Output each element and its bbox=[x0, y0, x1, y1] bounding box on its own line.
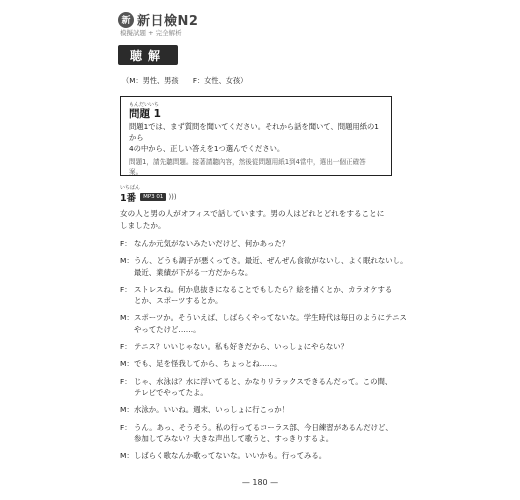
instruction-line: 4の中から、正しい答えを1つ選んでください。 bbox=[129, 144, 285, 153]
dialog-text: テニス？いいじゃない。私も好きだから、いっしょにやらない？ bbox=[134, 342, 349, 352]
dialog-text: しばらく歌なんか歌ってないな。いいかも。行ってみる。 bbox=[134, 451, 327, 461]
speaker-label: M： bbox=[120, 313, 134, 323]
dialog-line bbox=[120, 450, 410, 461]
instruction-note bbox=[129, 157, 383, 177]
dialog-line bbox=[120, 376, 410, 399]
dialog-line bbox=[120, 341, 410, 352]
dialog-line bbox=[120, 238, 410, 249]
dialog-line bbox=[120, 358, 410, 369]
book-subtitle: 模擬試題 + 完全解析 bbox=[120, 29, 182, 37]
logo-mark: 新 bbox=[118, 12, 134, 28]
speaker-label: F： bbox=[120, 239, 132, 248]
note-line: 案。 bbox=[129, 168, 143, 176]
speaker-label: F： bbox=[120, 376, 132, 386]
audio-track-badge: MP3 01 bbox=[140, 193, 166, 201]
dialog-line bbox=[120, 284, 410, 307]
dialog-line bbox=[120, 422, 410, 445]
dialog-text: うん、どうも調子が悪くってさ。最近、ぜんぜん食欲がないし、よく眠れないし。 bbox=[134, 256, 408, 266]
speaker-label: F： bbox=[120, 284, 132, 294]
item-number: 1番 bbox=[120, 193, 137, 204]
speaker-label: M： bbox=[120, 256, 134, 266]
speaker-label: F： bbox=[120, 342, 132, 352]
item-header bbox=[120, 184, 177, 204]
dialog-line bbox=[120, 255, 410, 278]
dialog-text: やってたけど……。 bbox=[134, 324, 201, 334]
dialog-text: とか、スポーツするとか。 bbox=[134, 296, 223, 306]
dialog-line bbox=[120, 312, 410, 335]
dialog-line bbox=[120, 404, 410, 415]
page-number: — 180 — bbox=[241, 478, 279, 487]
question-intro bbox=[120, 208, 400, 231]
section-banner: 聴解 bbox=[118, 45, 178, 65]
mondai-instruction-box bbox=[120, 96, 392, 176]
speaker-legend: （M：男性、男孩 F：女性、女孩） bbox=[122, 76, 248, 85]
intro-line: しましたか。 bbox=[120, 220, 166, 230]
speaker-label: M： bbox=[120, 359, 134, 369]
mondai-ruby: もんだいいち bbox=[129, 102, 160, 108]
dialog-text: テレビでやってたよ。 bbox=[134, 387, 208, 397]
dialog-script bbox=[120, 238, 410, 467]
instruction-line: 問題1では、まず質問を聞いてください。それから話を聞いて、問題用紙の1から bbox=[129, 122, 379, 142]
dialog-text: 最近、業績が下がる一方だからな。 bbox=[134, 267, 253, 277]
book-title: 新日檢N2 bbox=[137, 14, 199, 29]
speaker-label: M： bbox=[120, 451, 134, 461]
dialog-text: うん。あっ、そうそう。私の行ってるコーラス部、今日練習があるんだけど、 bbox=[134, 422, 393, 432]
intro-line: 女の人と男の人がオフィスで話しています。男の人はどれとどれをすることに bbox=[120, 209, 385, 218]
speaker-label: M： bbox=[120, 405, 134, 415]
mondai-title: 問題 1 bbox=[129, 108, 161, 120]
dialog-text: スポーツか。そういえば、しばらくやってないな。学生時代は毎日のようにテニス bbox=[134, 313, 407, 323]
dialog-text: なんか元気がないみたいだけど、何かあった？ bbox=[134, 239, 290, 248]
book-logo bbox=[118, 10, 198, 29]
dialog-text: 参加してみない？大きな声出して歌うと、すっきりするよ。 bbox=[134, 433, 334, 443]
dialog-text: 水泳か。いいね。週末、いっしょに行こっか！ bbox=[134, 405, 290, 415]
dialog-text: ストレスね。何か息抜きになることでもしたら？絵を描くとか、カラオケする bbox=[134, 284, 393, 294]
speaker-label: F： bbox=[120, 422, 132, 432]
dialog-text: じゃ、水泳は？水に浮いてると、かなりリラックスできるんだって。この間、 bbox=[134, 376, 393, 386]
note-line: 問題1，請先聽問題。接著請聽內容，然後從問題用紙1到4當中，選出一個正確答 bbox=[129, 158, 366, 166]
item-ruby: いちばん bbox=[120, 185, 141, 191]
dialog-text: でも、足を怪我してから、ちょっとね……。 bbox=[134, 359, 282, 369]
sound-wave-icon: ))) bbox=[168, 193, 177, 201]
